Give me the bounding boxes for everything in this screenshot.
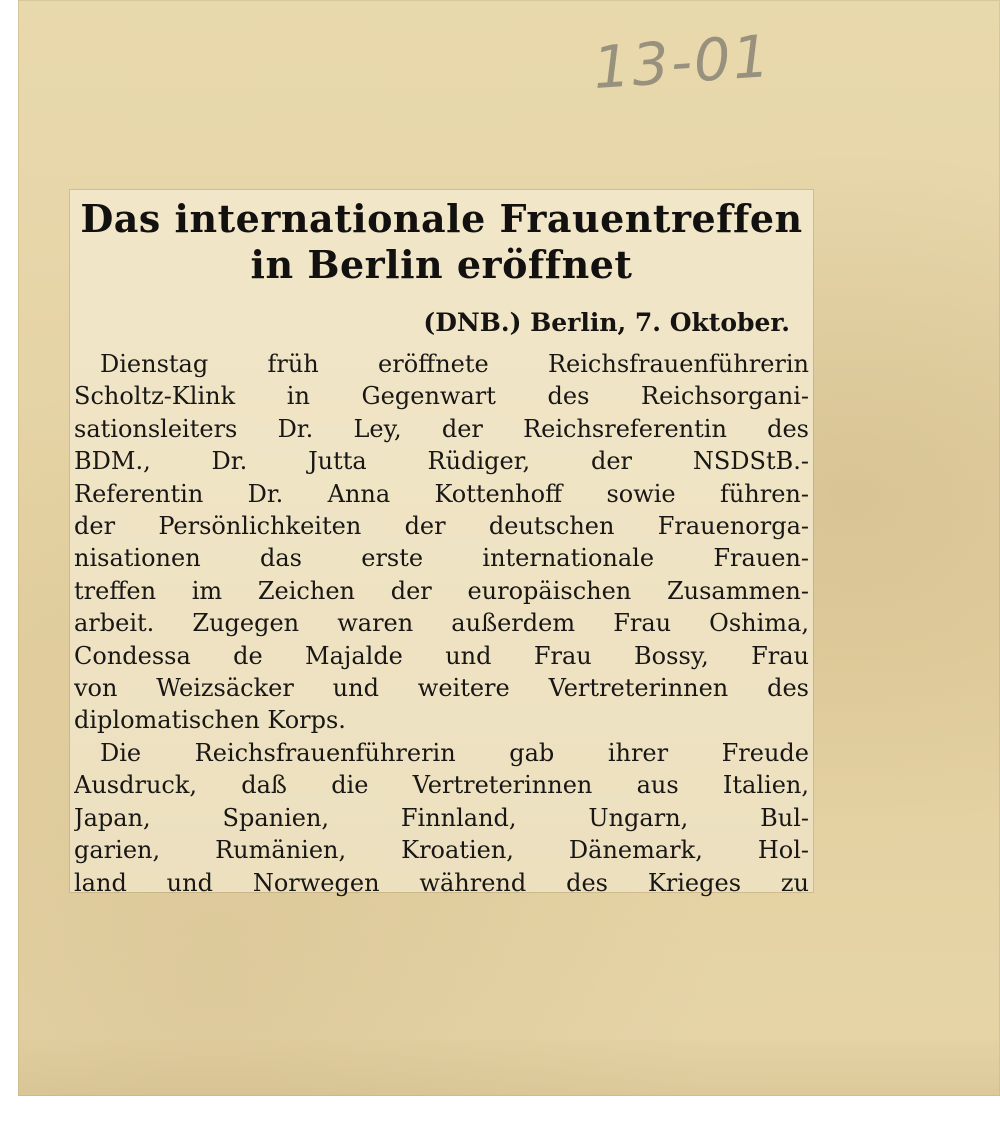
body-line: treffen im Zeichen der europäischen Zusammen-: [74, 576, 809, 605]
body-line: Die Reichsfrauenführerin gab ihrer Freude: [100, 738, 809, 767]
body-line: diplomatischen Korps.: [74, 706, 346, 735]
body-line: der Persönlichkeiten der deutschen Frauenorga-: [74, 512, 809, 541]
newspaper-clipping: [70, 190, 813, 897]
body-line: Dienstag früh eröffnete Reichsfrauenführerin: [100, 350, 809, 378]
body-line: Scholtz-Klink in Gegenwart des Reichsorgani-: [74, 382, 809, 411]
body-line: Japan, Spanien, Finnland, Ungarn, Bul-: [74, 803, 809, 832]
body-line: arbeit. Zugegen waren außerdem Frau Oshima,: [74, 609, 809, 638]
article-dateline: (DNB.) Berlin, 7. Oktober.: [423, 308, 790, 337]
article-body: [74, 348, 809, 899]
body-line: land und Norwegen während des Krieges zu: [74, 868, 809, 897]
article-headline: [70, 196, 813, 288]
body-line: garien, Rumänien, Kroatien, Dänemark, Hol-: [74, 836, 809, 865]
paper-fold: [18, 1040, 1000, 1096]
body-line: Referentin Dr. Anna Kottenhoff sowie führen-: [74, 479, 809, 508]
handwritten-archive-number: 13-01: [590, 21, 774, 103]
body-line: nisationen das erste internationale Frauen-: [74, 544, 809, 573]
body-line: Condessa de Majalde und Frau Bossy, Frau: [74, 641, 809, 670]
body-line: Ausdruck, daß die Vertreterinnen aus Italien,: [74, 771, 809, 800]
headline-line-1: Das internationale Frauentreffen: [80, 196, 803, 241]
body-line: sationsleiters Dr. Ley, der Reichsreferentin des: [74, 414, 809, 443]
headline-line-2: in Berlin eröffnet: [250, 242, 633, 287]
body-line: von Weizsäcker und weitere Vertreterinnen des: [74, 674, 809, 703]
body-line: BDM., Dr. Jutta Rüdiger, der NSDStB.-: [74, 447, 809, 476]
